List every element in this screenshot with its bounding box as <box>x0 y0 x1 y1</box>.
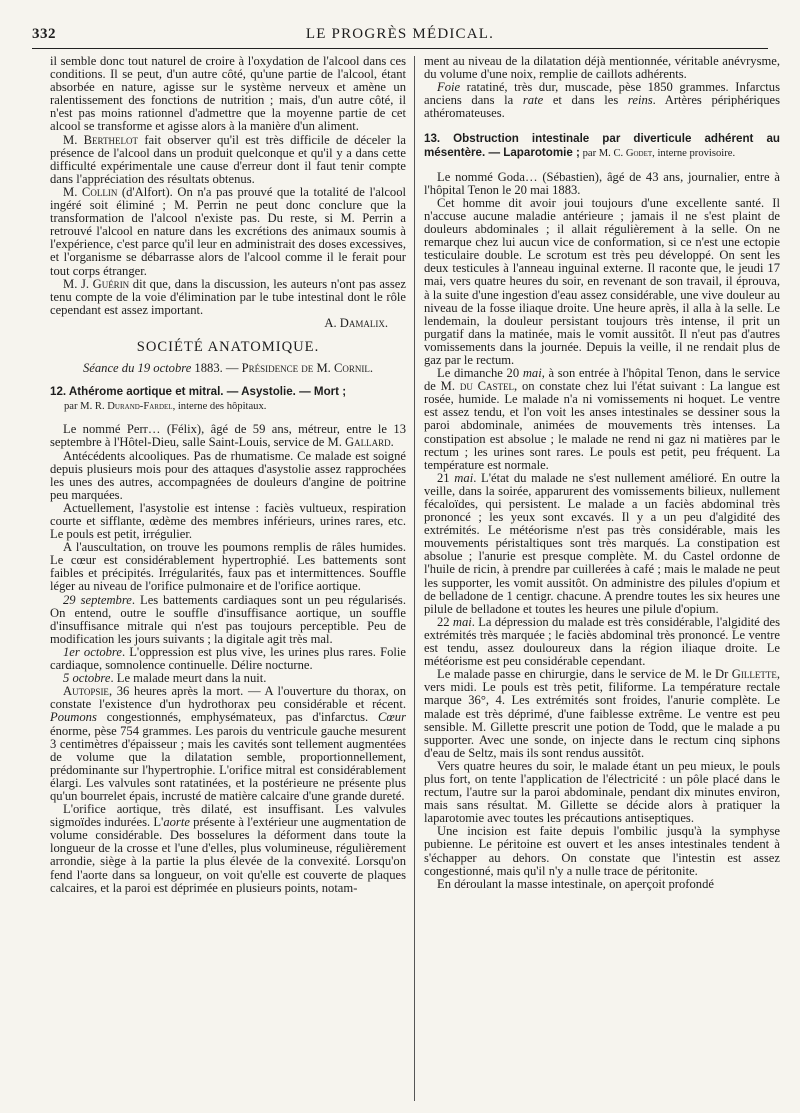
paragraph: Le nommé Goda… (Sébastien), âgé de 43 ans, journalier, entre à l'hôpital Tenon le 20 mai 1883. <box>424 169 780 197</box>
page-header <box>32 26 768 49</box>
paragraph: 21 mai. L'état du malade ne s'est nullement amélioré. En outre la veille, dans la soirée, apparurent des vomissements bilieux, nullement fécaloïdes, qui persistent. Le malade a un faciès abdominal très prononcé ; les yeux sont excavés. Il y a un peu d'algidité des extrémités. Le météorisme n'est pas très considérable, mais les mouvements péristaltiques sont très marqués. La constipation est absolue ; l'anurie est presque complète. M. du Castel ordonne de l'huile de ricin, à prendre par cuillerées à café ; mais le malade ne peut les supporter, les vomit aussitôt. On administre des pilules d'opium et de belladone de 1 centigr. chacune. A prendre toutes les six heures une pilule de belladone et toutes les heures une pilule d'opium. <box>424 470 780 616</box>
paragraph: Autopsie, 36 heures après la mort. — A l'ouverture du thorax, on constate l'existence d'un hydrothorax peu considérable et récent. Poumons congestionnés, emphysémateux, pas d'infarctus. Cœur énorme, pèse 754 grammes. Les parois du ventricule gauche mesurent 3 centimètres d'épaisseur ; mais les cavités sont tellement augmentées de volume que la dilatation semble, proportionnellement, prédominante sur l'hypertrophie. L'orifice mitral est considérablement élargi. Les valvules sont ratatinées, et la postérieure ne présente plus qu'un bourrelet épais, incrusté de matière calcaire d'une grande dureté. <box>50 684 406 803</box>
paragraph: L'orifice aortique, très dilaté, est insuffisant. Les valvules sigmoïdes indurées. L'aorte présente à l'extérieur une augmentation de volume considérable. Des bosselures la déforment dans toute la longueur de la crosse et l'une d'elles, plus volumineuse, régulièrement arrondie, siège à la partie la plus élevée de la convexité. Lorsqu'on fend l'aorte dans sa longueur, on voit qu'elle est couverte de plaques calcaires, et la paroi est déprimée en plusieurs points, notam- <box>50 802 406 895</box>
paragraph: A l'auscultation, on trouve les poumons remplis de râles humides. Le cœur est considérablement hypertrophié. Les battements sont faibles et précipités. Irrégularités, faux pas et intermittences. Souffle léger au niveau de l'orifice pulmonaire et de l'orifice aortique. <box>50 540 406 594</box>
speaker-name: M. Berthelot <box>63 132 139 147</box>
case-title: 13. Obstruction intestinale par diverticule adhérent au mésentère. — Laparotomie ; par M. C. Godet, interne provisoire. <box>424 132 780 159</box>
paragraph: ment au niveau de la dilatation déjà mentionnée, véritable anévrysme, du volume d'une noix, remplie de caillots adhérents. <box>424 55 780 82</box>
paragraph: 5 octobre. Le malade meurt dans la nuit. <box>63 671 267 686</box>
paragraph: il semble donc tout naturel de croire à l'oxydation de l'alcool dans ces conditions. Il se peut, d'un autre côté, qu'une partie de l'alcool, étant absorbée en nature, agisse sur le système nerveux et amène un ralentissement des fonctions de nutrition ; mais, d'un autre côté, il n'est pas moins rationnel d'admettre que la moyenne partie de cet alcool se transforme et agisse alors à la manière d'un aliment. <box>50 55 406 134</box>
journal-title: LE PROGRÈS MÉDICAL. <box>305 26 495 42</box>
case-title: 12. Athérome aortique et mitral. — Asystolie. — Mort ; <box>50 385 347 399</box>
paragraph: Le dimanche 20 mai, à son entrée à l'hôpital Tenon, dans le service de M. du Castel, on constate chez lui l'état suivant : La langue est rosée, humide. Le malade n'a ni vomissements ni hoquet. Le ventre est assez tendu, et l'on voit les anses intestinales se dessiner sous la paroi abdominale, animées de mouvements très intenses. La constipation est absolue ; le malade ne rend ni gaz ni matières par le rectum ; les urines sont rares. Le pouls est petit, peu fréquent. La température est normale. <box>424 366 780 472</box>
section-title: SOCIÉTÉ ANATOMIQUE. <box>136 338 320 355</box>
speaker-name: M. J. Guérin <box>63 276 130 291</box>
paragraph: Le malade passe en chirurgie, dans le service de M. le Dr Gillette, vers midi. Le pouls est très petit, filiforme. La température rectale marque 36°, 4. Les extrémités sont froides, l'anurie complète. Le malade est très déprimé, d'une faiblesse extrême. Le ventre est peu sensible. M. Gillette prescrit une potion de Todd, que le malade a pu supporter. Avec une sonde, on injecte dans le rectum cinq siphons d'eau de Seltz, mais ils sont rendus aussitôt. <box>424 667 780 760</box>
column-divider <box>414 56 415 1101</box>
paragraph: Actuellement, l'asystolie est intense : faciès vultueux, respiration courte et sifflante, œdème des membres inférieurs, urines rares, etc. Le pouls est petit, irrégulier. <box>50 500 406 542</box>
left-column <box>50 55 406 1107</box>
case-byline: par M. R. Durand-Fardel, interne des hôpitaux. <box>64 401 267 413</box>
paragraph: Foie ratatiné, très dur, muscade, pèse 1850 grammes. Infarctus anciens dans la rate et dans les reins. Artères périphériques athéromateuses. <box>424 80 780 121</box>
paragraph: 29 septembre. Les battements cardiaques sont un peu régularisés. On entend, outre le souffle d'insuffisance aortique, un souffle d'insuffisance mitrale qui n'est pas toujours perceptible. Peu de modification les jours suivants ; la digitale agit très mal. <box>50 592 406 646</box>
paragraph: Antécédents alcooliques. Pas de rhumatisme. Ce malade est soigné depuis plusieurs mois pour des attaques d'asystolie assez rapprochées les unes des autres, accompagnées de douleurs d'angine de poitrine peu marquées. <box>50 448 406 502</box>
paragraph: M. Collin (d'Alfort). On n'a pas prouvé que la totalité de l'alcool ingéré soit éliminé ; M. Perrin ne peut donc conclure que la transformation de l'alcool n'existe pas. Du reste, si M. Perrin a retrouvé l'alcool en nature dans les excrétions des animaux soumis à l'expérience, c'est parce qu'il leur en administrait des doses excessives, et l'organisme se débarrasse alors de l'alcool comme il le ferait pour tout corps étranger. <box>50 184 406 278</box>
paragraph: M. Berthelot fait observer qu'il est très difficile de déceler la présence de l'alcool dans un produit quelconque et qu'il y a dans cette difficulté expérimentale une cause d'erreur dont il faut tenir compte dans l'appréciation des résultats obtenus. <box>50 132 406 186</box>
session-line: Séance du 19 octobre 1883. — Présidence de M. Cornil. <box>82 361 373 376</box>
paragraph: Le nommé Perr… (Félix), âgé de 59 ans, métreur, entre le 13 septembre à l'Hôtel-Dieu, salle Saint-Louis, service de M. Gallard. <box>50 422 406 450</box>
paragraph: En déroulant la masse intestinale, on aperçoit profondé <box>437 876 714 891</box>
paragraph: Une incision est faite depuis l'ombilic jusqu'à la symphyse pubienne. Le péritoine est ouvert et les anses intestinales tendent à s'échapper au dehors. On constate que l'intestin est assez congestionné, mais qu'il n'y a nulle trace de péritonite. <box>424 824 780 878</box>
right-column <box>424 55 780 1107</box>
paragraph: Cet homme dit avoir joui toujours d'une excellente santé. Il n'accuse aucune maladie antérieure ; jamais il ne s'est plaint de douleurs abdominales ; il allait régulièrement à la selle. On ne remarque chez lui aucun vice de conformation, si ce n'est une ectopie testiculaire double. Le scrotum est très peu développé. On sent les deux testicules à l'anneau inguinal externe. Il raconte que, le jeudi 17 mai, vers quatre heures du soir, en revenant de son travail, il éprouva, à la suite d'une ingestion d'eau assez considérable, une vive douleur au niveau de la fosse iliaque droite. Une heure après, il alla à la selle. Le lendemain, la douleur persistant toujours très intense, il prit un purgatif dans la matinée, mais le vomit aussitôt. Il n'eut pas d'autres vomissements dans la journée. Depuis la veille, il ne rendait plus de gaz par le rectum. <box>424 195 780 367</box>
paragraph: M. J. Guérin dit que, dans la discussion, les auteurs n'ont pas assez tenu compte de la voie d'élimination par le tube intestinal dont le rôle cependant est assez important. <box>50 276 406 317</box>
speaker-name: M. Collin <box>63 184 118 199</box>
page-number: 332 <box>32 26 56 42</box>
paragraph: 1er octobre. L'oppression est plus vive, les urines plus rares. Folie cardiaque, somnolence continuelle. Délire nocturne. <box>50 644 406 673</box>
paragraph: Vers quatre heures du soir, le malade étant un peu mieux, le pouls plus fort, on tente l'application de l'électricité : un pôle placé dans le rectum, l'autre sur la paroi abdominale, pendant dix minutes environ, mais sans résultat. M. Gillette se décide alors à pratiquer la laparotomie avec toutes les précautions antiseptiques. <box>424 758 780 826</box>
paragraph: 22 mai. La dépression du malade est très considérable, l'algidité des extrémités très marquée ; le faciès abdominal très prononcé. Le ventre est tendu, assez douloureux dans la région iliaque droite. Le météorisme est peu considérable cependant. <box>424 614 780 669</box>
author-signature: A. Damalix. <box>324 315 388 330</box>
